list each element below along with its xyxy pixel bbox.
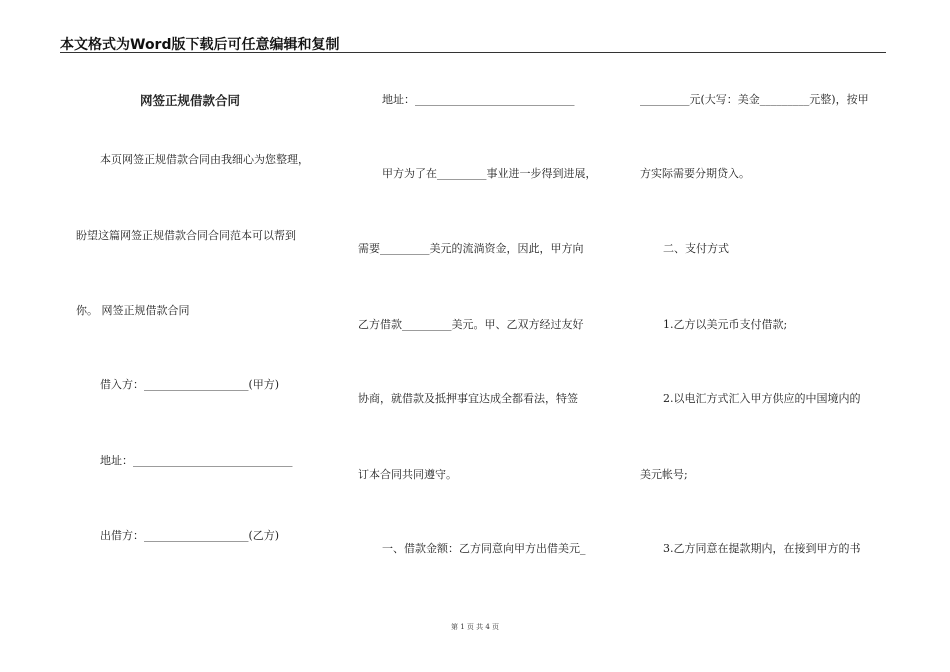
section-2-heading: 二、支付方式 xyxy=(663,242,729,255)
lender-address-field: 地址：_____________________________ xyxy=(382,93,575,106)
payment-item-2-cont: 美元帐号; xyxy=(640,468,688,481)
body-line-2: 需要_________美元的流淌资金，因此，甲方向 xyxy=(358,242,584,255)
lender-field: 出借方：___________________(乙方) xyxy=(100,529,280,542)
body-line-3: 乙方借款_________美元。甲、乙双方经过友好 xyxy=(358,318,584,331)
borrower-field: 借入方：___________________(甲方) xyxy=(100,378,280,391)
installment-line: 方实际需要分期贷入。 xyxy=(640,167,750,180)
document-title: 网签正规借款合同 xyxy=(140,93,241,108)
body-line-4: 协商，就借款及抵押事宜达成全都看法，特签 xyxy=(358,392,578,405)
amount-line: _________元(大写：美金_________元整)，按甲 xyxy=(640,93,869,106)
payment-item-3: 3.乙方同意在提款期内，在接到甲方的书 xyxy=(663,542,861,555)
intro-line-2: 盼望这篇网签正规借款合同合同范本可以帮到 xyxy=(76,229,296,242)
intro-line-3: 你。 网签正规借款合同 xyxy=(76,304,190,317)
intro-line-1: 本页网签正规借款合同由我细心为您整理， xyxy=(100,153,309,166)
payment-item-2: 2.以电汇方式汇入甲方供应的中国境内的 xyxy=(663,392,861,405)
page-number: 第 1 页 共 4 页 xyxy=(450,623,500,631)
borrower-address-field: 地址：_____________________________ xyxy=(100,454,293,467)
header-divider xyxy=(60,52,886,53)
document-header: 本文格式为Word版下载后可任意编辑和复制 xyxy=(60,37,340,53)
body-line-5: 订本合同共同遵守。 xyxy=(358,468,457,481)
section-1-heading: 一、借款金额：乙方同意向甲方出借美元_ xyxy=(382,542,586,555)
payment-item-1: 1.乙方以美元币支付借款; xyxy=(663,318,788,331)
body-line-1: 甲方为了在_________事业进一步得到进展， xyxy=(382,167,597,180)
